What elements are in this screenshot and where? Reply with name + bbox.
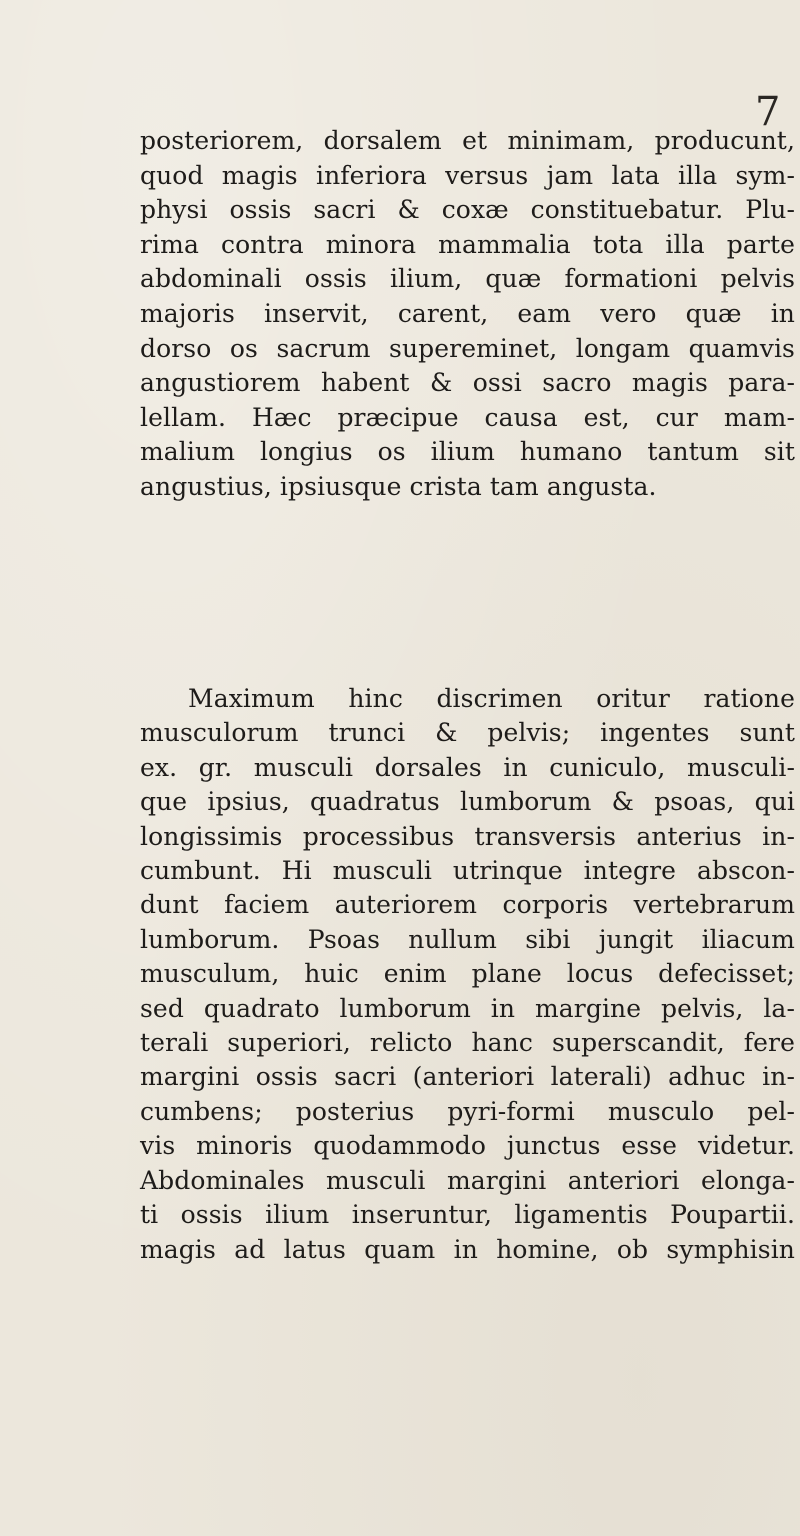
text-line: ex. gr. musculi dorsales in cuniculo, musculi- bbox=[140, 752, 795, 782]
text-line: que ipsius, quadratus lumborum & psoas, qui bbox=[140, 787, 795, 817]
text-line: angustiorem habent & ossi sacro magis para- bbox=[140, 368, 795, 398]
text-line: physi ossis sacri & coxæ constituebatur. Plu- bbox=[140, 195, 795, 225]
text-line: dunt faciem auteriorem corporis vertebrarum bbox=[140, 890, 795, 920]
text-line: Abdominales musculi margini anteriori elonga- bbox=[140, 1165, 795, 1195]
text-line: longissimis processibus transversis anterius in- bbox=[140, 821, 795, 851]
page-number: 7 bbox=[755, 89, 781, 135]
text-line: malium longius os ilium humano tantum sit bbox=[140, 437, 795, 467]
text-line: lellam. Hæc præcipue causa est, cur mam- bbox=[140, 402, 795, 432]
text-line: vis minoris quodammodo junctus esse videtur. bbox=[140, 1131, 795, 1161]
text-line: majoris inservit, carent, eam vero quæ in bbox=[140, 298, 795, 328]
text-line: dorso os sacrum supereminet, longam quamvis bbox=[140, 333, 795, 363]
text-line: rima contra minora mammalia tota illa parte bbox=[140, 229, 795, 259]
text-line: posteriorem, dorsalem et minimam, producunt, bbox=[140, 126, 795, 155]
text-line: musculorum trunci & pelvis; ingentes sunt bbox=[140, 718, 795, 748]
paragraph-1 bbox=[140, 124, 795, 505]
text-line: abdominali ossis ilium, quæ formationi pelvis bbox=[140, 264, 795, 294]
text-line: Maximum hinc discrimen oritur ratione bbox=[188, 684, 795, 713]
text-line: musculum, huic enim plane locus defecisset; bbox=[140, 959, 795, 989]
text-line: lumborum. Psoas nullum sibi jungit iliacum bbox=[140, 924, 795, 954]
text-line: magis ad latus quam in homine, ob symphisin bbox=[140, 1234, 795, 1264]
text-line: quod magis inferiora versus jam lata illa sym- bbox=[140, 160, 795, 190]
text-line: terali superiori, relicto hanc superscandit, fere bbox=[140, 1028, 795, 1058]
text-line: sed quadrato lumborum in margine pelvis, la- bbox=[140, 993, 795, 1023]
text-line: margini ossis sacri (anteriori laterali) adhuc in- bbox=[140, 1062, 795, 1092]
text-line: ti ossis ilium inseruntur, ligamentis Poupartii. bbox=[140, 1200, 795, 1230]
text-line: cumbens; posterius pyri-formi musculo pel- bbox=[140, 1096, 795, 1126]
paragraph-2 bbox=[140, 682, 795, 1267]
text-line: cumbunt. Hi musculi utrinque integre abscon- bbox=[140, 856, 795, 886]
text-line: angustius, ipsiusque crista tam angusta. bbox=[140, 471, 657, 501]
